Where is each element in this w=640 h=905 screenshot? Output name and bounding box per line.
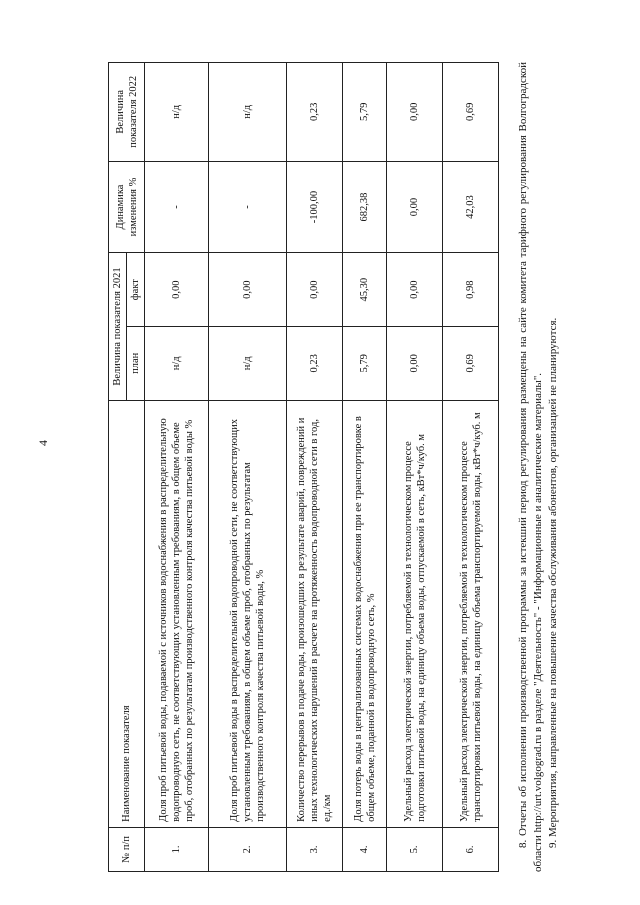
row-name: Удельный расход электрической энергии, потребляемой в технологическом процессе подготовки питьевой воды, на единицу объема воды, отпускаемой в сеть, кВт*ч/куб. м <box>387 400 443 827</box>
row-dynamics: -100,00 <box>287 161 343 253</box>
table-row <box>343 63 387 872</box>
row-value-2022: 0,69 <box>443 63 499 162</box>
row-value-2022: 0,00 <box>387 63 443 162</box>
row-num: 3. <box>287 827 343 871</box>
row-num: 4. <box>343 827 387 871</box>
row-name: Доля проб питьевой воды, подаваемой с источников водоснабжения в распределительную водопроводную сеть, не соответствующих установленным требованиям, в общем объеме проб, отобранных по результатам производственного контроля качества питьевой воды % <box>145 400 209 827</box>
row-plan: 5,79 <box>343 327 387 401</box>
header-dynamics: Динамика изменения % <box>109 161 145 253</box>
row-num: 6. <box>443 827 499 871</box>
row-name: Количество перерывов в подаче воды, произошедших в результате аварий, повреждений и иных технологических нарушений в расчете на протяженность водопроводной сети в год, ед./км <box>287 400 343 827</box>
row-name: Удельный расход электрической энергии, потребляемой в технологическом процессе транспортировки питьевой воды, на единицу объема транспортируемой воды, кВт*ч/куб. м <box>443 400 499 827</box>
table-row <box>287 63 343 872</box>
notes-section <box>516 62 561 872</box>
header-value-2021: Величина показателя 2021 <box>109 253 127 400</box>
row-fact: 0,98 <box>443 253 499 327</box>
row-value-2022: н/д <box>145 63 209 162</box>
row-plan: н/д <box>209 327 287 401</box>
row-name: Доля проб питьевой воды в распределительной водопроводной сети, не соответствующих установленным требованиям, в общем объеме проб, отобранных по результатам производственного контроля качества питьевой воды, % <box>209 400 287 827</box>
indicators-table <box>108 62 499 872</box>
row-plan: 0,00 <box>387 327 443 401</box>
row-fact: 0,00 <box>287 253 343 327</box>
row-dynamics: 682,38 <box>343 161 387 253</box>
table-row <box>145 63 209 872</box>
table-header-row <box>109 63 127 872</box>
row-fact: 0,00 <box>387 253 443 327</box>
row-plan: 0,23 <box>287 327 343 401</box>
row-fact: 0,00 <box>209 253 287 327</box>
header-fact: факт <box>127 253 145 327</box>
row-dynamics: 0,00 <box>387 161 443 253</box>
row-value-2022: 5,79 <box>343 63 387 162</box>
table-row <box>387 63 443 872</box>
row-dynamics: - <box>145 161 209 253</box>
row-value-2022: 0,23 <box>287 63 343 162</box>
header-plan: план <box>127 327 145 401</box>
row-dynamics: - <box>209 161 287 253</box>
note-item-9: 9. Мероприятия, направленные на повышение качества обслуживания абонентов, организацией не планируются. <box>546 317 559 848</box>
header-value-2022: Величина показателя 2022 <box>109 63 145 162</box>
row-fact: 0,00 <box>145 253 209 327</box>
note-item-8: 8. Отчеты об исполнении производственной программы за истекший период регулирования размещены на сайте комитета тарифного регулирования Волгоградской области http://urt.volgograd.ru в разделе "Деятельность" - "Информационные и аналитические материалы". <box>517 62 544 872</box>
row-dynamics: 42,03 <box>443 161 499 253</box>
row-plan: н/д <box>145 327 209 401</box>
row-plan: 0,69 <box>443 327 499 401</box>
row-fact: 45,30 <box>343 253 387 327</box>
table-row <box>209 63 287 872</box>
row-num: 5. <box>387 827 443 871</box>
page-number: 4 <box>36 440 50 446</box>
row-name: Доля потерь воды в централизованных системах водоснабжения при ее транспортировке в общем объеме, поданной в водопроводную сеть, % <box>343 400 387 827</box>
row-value-2022: н/д <box>209 63 287 162</box>
row-num: 2. <box>209 827 287 871</box>
row-num: 1. <box>145 827 209 871</box>
rotated-page <box>108 62 640 872</box>
table-row <box>443 63 499 872</box>
header-num: № п/п <box>109 827 145 871</box>
header-name: Наименование показателя <box>109 400 145 827</box>
